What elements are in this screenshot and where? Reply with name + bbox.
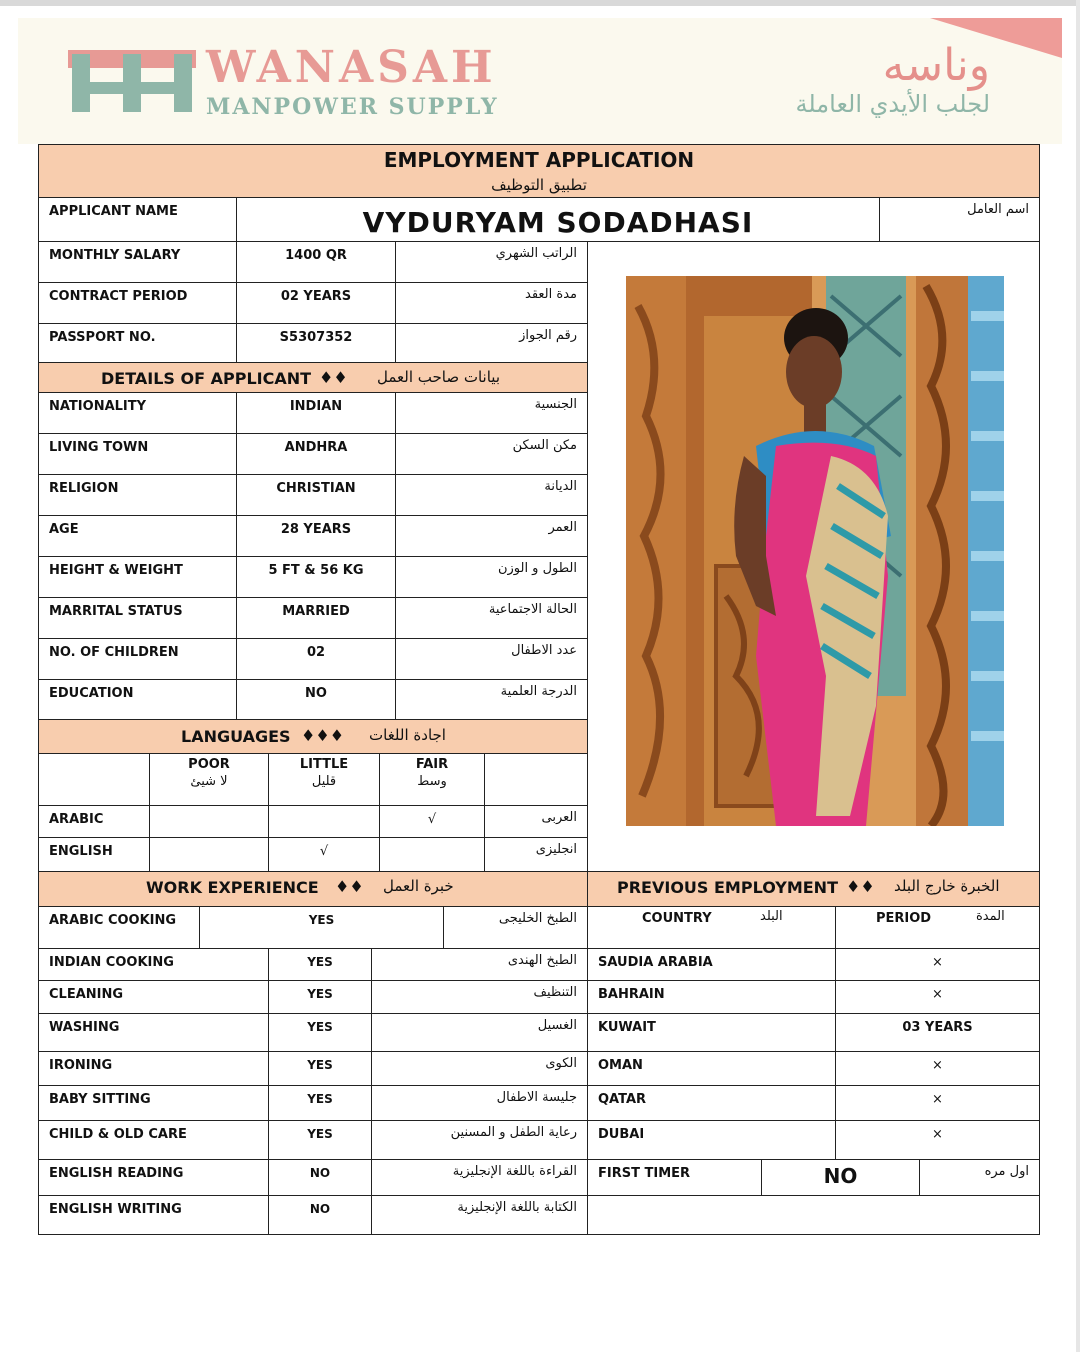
arabic-poor [149,805,269,838]
level-poor-label: POOR [188,757,230,772]
period-bahrain: × [835,980,1040,1014]
languages-header [38,719,588,754]
label-contract-period: CONTRACT PERIOD [38,282,237,324]
country-label-ar: البلد [760,909,783,924]
country-kuwait: KUWAIT [587,1013,836,1052]
work-label-english-reading: ENGLISH READING [38,1159,269,1196]
work-label-washing-ar: الغسيل [371,1013,588,1052]
language-arabic-ar: العربى [484,805,588,838]
work-label-baby-sitting: BABY SITTING [38,1085,269,1121]
work-label-child-old-care-ar: رعاية الطفل و المسنين [371,1120,588,1160]
label-children-ar: عدد الاطفال [395,638,588,680]
label-nationality: NATIONALITY [38,392,237,434]
value-religion: CHRISTIAN [236,474,396,516]
period-qatar: × [835,1085,1040,1121]
work-experience-heading: WORK EXPERIENCE [146,878,319,897]
work-label-indian-cooking-ar: الطبخ الهندى [371,948,588,981]
work-label-cleaning: CLEANING [38,980,269,1014]
value-education: NO [236,679,396,720]
period-dubai: × [835,1120,1040,1160]
country-qatar: QATAR [587,1085,836,1121]
level-poor [149,753,269,806]
top-border [0,0,1080,6]
label-education-ar: الدرجة العلمية [395,679,588,720]
arabic-fair: √ [379,805,485,838]
work-value-english-writing: NO [268,1195,372,1235]
work-label-cleaning-ar: التنظيف [371,980,588,1014]
value-height-weight: 5 FT & 56 KG [236,556,396,598]
value-age: 28 YEARS [236,515,396,557]
period-kuwait: 03 YEARS [835,1013,1040,1052]
value-contract-period: 02 YEARS [236,282,396,324]
previous-employment-heading-arabic: الخبرة خارج البلد [894,877,1000,895]
country-column-header [587,906,836,949]
arabic-little [268,805,380,838]
label-religion: RELIGION [38,474,237,516]
work-label-arabic-cooking-ar: الطبخ الخليجى [443,906,588,949]
first-timer-value: NO [761,1159,920,1196]
work-value-ironing: YES [268,1051,372,1086]
work-label-ironing: IRONING [38,1051,269,1086]
work-experience-header [38,871,588,907]
work-value-baby-sitting: YES [268,1085,372,1121]
country-oman: OMAN [587,1051,836,1086]
value-children: 02 [236,638,396,680]
language-arabic: ARABIC [38,805,150,838]
details-diamonds: ♦♦ [319,368,348,387]
label-nationality-ar: الجنسية [395,392,588,434]
value-passport-no: S5307352 [236,323,396,363]
label-age: AGE [38,515,237,557]
label-religion-ar: الديانة [395,474,588,516]
brand-name-arabic: وناسه [882,40,990,91]
level-little [268,753,380,806]
country-dubai: DUBAI [587,1120,836,1160]
work-experience-heading-arabic: خبرة العمل [383,877,454,895]
details-heading: DETAILS OF APPLICANT [101,369,312,388]
label-height-weight: HEIGHT & WEIGHT [38,556,237,598]
language-english: ENGLISH [38,837,150,872]
level-fair-label-ar: وسط [417,774,447,789]
previous-employment-diamonds: ♦♦ [846,877,875,896]
details-heading-arabic: بيانات صاحب العمل [377,368,500,386]
country-saudi-arabia: SAUDIA ARABIA [587,948,836,981]
value-living-town: ANDHRA [236,433,396,475]
work-value-arabic-cooking: YES [199,906,444,949]
applicant-photo [626,276,1004,826]
english-poor [149,837,269,872]
level-fair [379,753,485,806]
languages-corner [38,753,150,806]
label-height-weight-ar: الطول و الوزن [395,556,588,598]
value-marital-status: MARRIED [236,597,396,639]
label-living-town: LIVING TOWN [38,433,237,475]
level-little-label-ar: قليل [311,774,337,789]
english-fair [379,837,485,872]
details-header [38,362,588,393]
languages-heading: LANGUAGES [181,727,291,746]
work-label-child-old-care: CHILD & OLD CARE [38,1120,269,1160]
country-bahrain: BAHRAIN [587,980,836,1014]
work-label-english-reading-ar: القراءة باللغة الإنجليزية [371,1159,588,1196]
brand-name: WANASAH [206,42,497,93]
period-label: PERIOD [876,911,932,926]
period-label-ar: المدة [976,909,1005,924]
work-value-cleaning: YES [268,980,372,1014]
work-value-english-reading: NO [268,1159,372,1196]
period-saudi-arabia: × [835,948,1040,981]
level-fair-label: FAIR [415,757,449,772]
label-marital-status-ar: الحالة الاجتماعية [395,597,588,639]
page-edge [1076,0,1080,1352]
applicant-name-label-arabic: اسم العامل [879,197,1040,242]
logo-icon [68,50,196,114]
languages-heading-arabic: اجادة اللغات [369,726,446,744]
brand-tagline: MANPOWER SUPPLY [206,94,499,120]
label-education: EDUCATION [38,679,237,720]
work-label-ironing-ar: الكوى [371,1051,588,1086]
country-label: COUNTRY [642,911,712,926]
work-value-child-old-care: YES [268,1120,372,1160]
label-monthly-salary-ar: الراتب الشهري [395,241,588,283]
label-age-ar: العمر [395,515,588,557]
first-timer-label-ar: اول مره [919,1159,1040,1196]
label-living-town-ar: مكن السكن [395,433,588,475]
languages-header-blank [484,753,588,806]
work-label-indian-cooking: INDIAN COOKING [38,948,269,981]
previous-employment-heading: PREVIOUS EMPLOYMENT [617,878,838,897]
work-experience-diamonds: ♦♦ [335,877,364,896]
period-column-header [835,906,1040,949]
english-little: √ [268,837,380,872]
label-children: NO. OF CHILDREN [38,638,237,680]
label-contract-period-ar: مدة العقد [395,282,588,324]
label-passport-no: PASSPORT NO. [38,323,237,363]
brand-tagline-arabic: لجلب الأيدي العاملة [795,90,990,118]
work-value-indian-cooking: YES [268,948,372,981]
label-passport-no-ar: رقم الجواز [395,323,588,363]
value-monthly-salary: 1400 QR [236,241,396,283]
work-label-arabic-cooking: ARABIC COOKING [38,906,200,949]
level-little-label: LITTLE [299,757,349,772]
value-nationality: INDIAN [236,392,396,434]
label-monthly-salary: MONTHLY SALARY [38,241,237,283]
work-value-washing: YES [268,1013,372,1052]
work-label-english-writing: ENGLISH WRITING [38,1195,269,1235]
previous-employment-header [587,871,1040,907]
work-label-washing: WASHING [38,1013,269,1052]
work-label-baby-sitting-ar: جليسة الاطفال [371,1085,588,1121]
applicant-name-label: APPLICANT NAME [38,197,237,242]
work-label-english-writing-ar: الكتابة باللغة الإنجليزية [371,1195,588,1235]
form-title: EMPLOYMENT APPLICATION [383,148,695,172]
applicant-name: VYDURYAM SODADHASI [236,197,880,242]
form-title-arabic: تطبيق التوظيف [491,176,587,194]
bottom-blank-cell [587,1195,1040,1235]
period-oman: × [835,1051,1040,1086]
level-poor-label-ar: لا شيئ [190,774,228,789]
first-timer-label: FIRST TIMER [587,1159,762,1196]
languages-diamonds: ♦♦♦ [301,726,345,745]
label-marital-status: MARRITAL STATUS [38,597,237,639]
language-english-ar: انجليزى [484,837,588,872]
